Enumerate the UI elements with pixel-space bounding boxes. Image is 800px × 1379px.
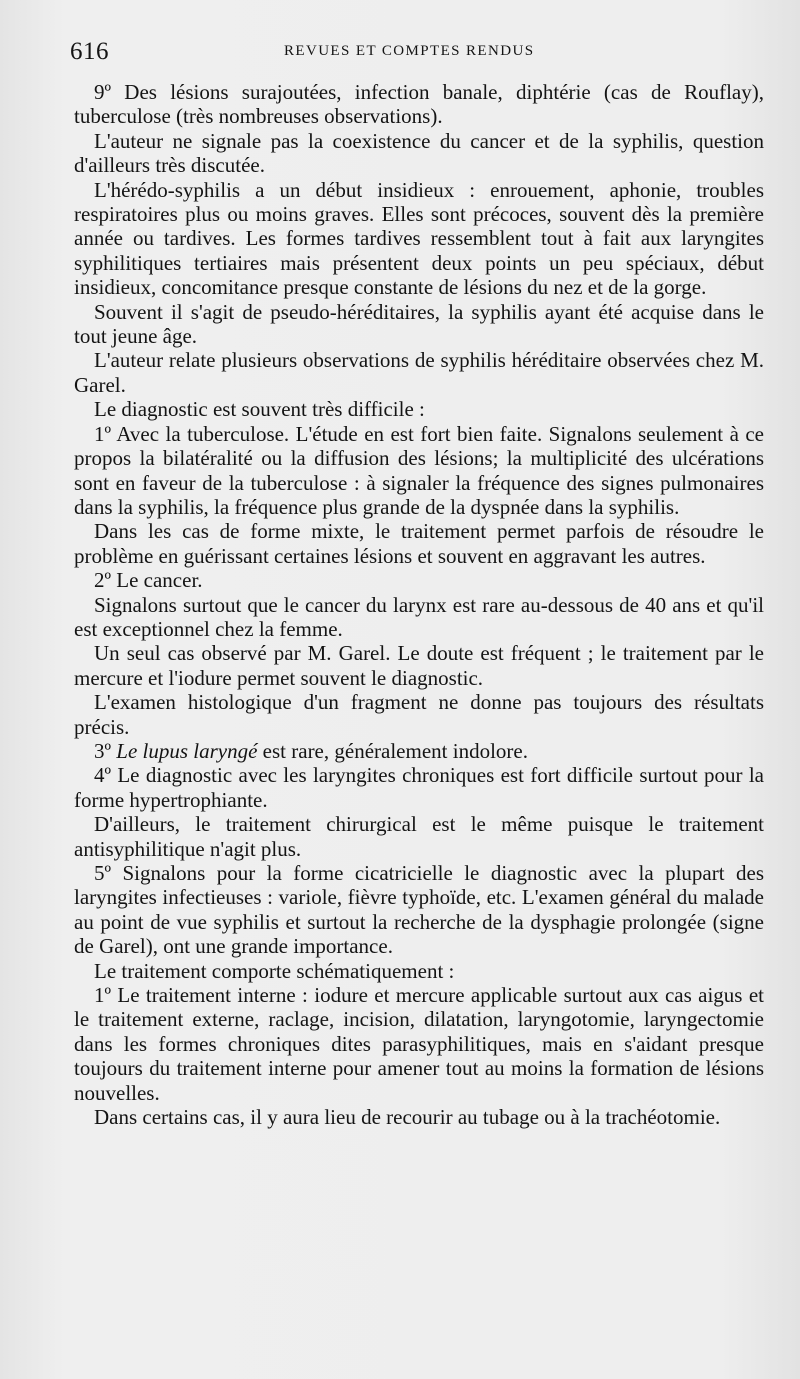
paragraph-heredo-syphilis: L'hérédo-syphilis a un début insidieux : enrouement, aphonie, troubles respiratoires plus ou moins graves. Elles sont précoces, souvent dès la première année ou tardives. Les formes tardives ressemblent tout à fait aux laryngites syphilitiques tertiaires mais présentent deux points un peu spéciaux, début insidieux, concomitance presque constante de lésions du nez et de la gorge. — [74, 177, 764, 300]
paragraph-observations-garel: L'auteur relate plusieurs observations de syphilis héréditaire observées chez M. Garel. — [74, 348, 764, 397]
body-text — [74, 80, 764, 1129]
running-head: REVUES ET COMPTES RENDUS — [284, 43, 535, 59]
lupus-prefix: 3º — [94, 738, 117, 763]
paragraph-lesions-surajoutees: 9º Des lésions surajoutées, infection banale, diphtérie (cas de Rouflay), tuberculose (très nombreuses observations). — [74, 80, 764, 129]
page-header — [70, 38, 760, 74]
paragraph-traitement-intro: Le traitement comporte schématiquement : — [94, 958, 455, 983]
paragraph-examen-histologique: L'examen histologique d'un fragment ne donne pas toujours des résultats précis. — [74, 690, 764, 739]
paragraph-pseudo-hereditaires: Souvent il s'agit de pseudo-héréditaires, la syphilis ayant été acquise dans le tout jeune âge. — [74, 299, 764, 349]
lupus-italic-term: Le lupus laryngé — [116, 738, 258, 763]
paragraph-laryngites-chroniques: 4º Le diagnostic avec les laryngites chroniques est fort difficile surtout pour la forme hypertrophiante. — [74, 763, 764, 812]
page-number: 616 — [70, 38, 109, 65]
paragraph-cancer-larynx: Signalons surtout que le cancer du larynx est rare au-dessous de 40 ans et qu'il est exceptionnel chez la femme. — [74, 592, 764, 641]
paragraph-traitement-chirurgical: D'ailleurs, le traitement chirurgical est le même puisque le traitement antisyphilitique n'agit plus. — [74, 812, 764, 861]
paragraph-cancer-heading: 2º Le cancer. — [94, 568, 203, 593]
paragraph-forme-mixte: Dans les cas de forme mixte, le traitement permet parfois de résoudre le problème en guérissant certaines lésions et souvent en aggravant les autres. — [74, 519, 764, 568]
lupus-rest: est rare, généralement indolore. — [257, 738, 528, 763]
paragraph-seul-cas: Un seul cas observé par M. Garel. Le doute est fréquent ; le traitement par le mercure et l'iodure permet souvent le diagnostic. — [74, 641, 764, 690]
paragraph-cancer-syphilis: L'auteur ne signale pas la coexistence du cancer et de la syphilis, question d'ailleurs très discutée. — [74, 128, 764, 178]
paragraph-forme-cicatricielle: 5º Signalons pour la forme cicatricielle le diagnostic avec la plupart des laryngites infectieuses : variole, fièvre typhoïde, etc. L'examen général du malade au point de vue syphilis et surtout la recherche de la dysphagie prolongée (signe de Garel), ont une grande importance. — [74, 861, 764, 959]
paragraph-tubage: Dans certains cas, il y aura lieu de recourir au tubage ou à la trachéotomie. — [94, 1105, 721, 1130]
paragraph-lupus — [74, 739, 764, 763]
paragraph-traitement-interne: 1º Le traitement interne : iodure et mercure applicable surtout aux cas aigus et le traitement externe, raclage, incision, dilatation, laryngotomie, laryngectomie dans les formes chroniques dites parasyphilitiques, mais en s'aidant presque toujours du traitement interne pour amener tout au moins la formation de lésions nouvelles. — [74, 983, 764, 1105]
paragraph-tuberculose: 1º Avec la tuberculose. L'étude en est fort bien faite. Signalons seulement à ce propos la bilatéralité ou la diffusion des lésions; la multiplicité des ulcérations sont en faveur de la tuberculose : à signaler la fréquence des signes pulmonaires dans la syphilis, la fréquence plus grande de la dyspnée dans la syphilis. — [74, 421, 764, 519]
paragraph-diagnostic-intro: Le diagnostic est souvent très difficile : — [94, 397, 425, 422]
